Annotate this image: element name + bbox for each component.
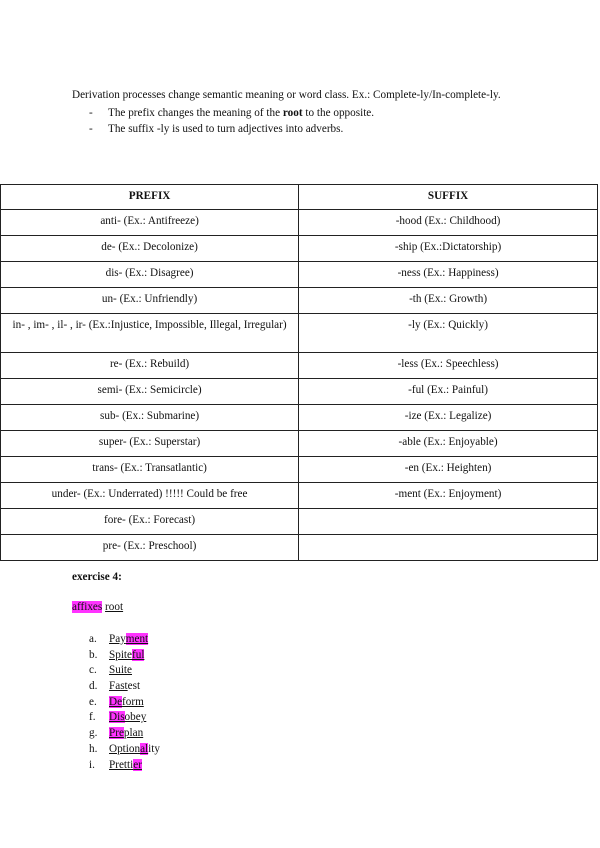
suffix-cell <box>299 509 598 535</box>
suffix-cell: -th (Ex.: Growth) <box>299 288 598 314</box>
suffix-cell: -ment (Ex.: Enjoyment) <box>299 483 598 509</box>
root-part: Pay <box>109 633 126 645</box>
suffix-cell: -ful (Ex.: Painful) <box>299 379 598 405</box>
bullet-item <box>72 122 526 138</box>
list-item <box>72 632 160 648</box>
suffix-cell: -ize (Ex.: Legalize) <box>299 405 598 431</box>
prefix-cell: super- (Ex.: Superstar) <box>1 431 299 457</box>
prefix-cell: anti- (Ex.: Antifreeze) <box>1 210 299 236</box>
root-part: Fast <box>109 680 128 693</box>
exercise-word <box>109 649 144 661</box>
exercise-word <box>109 680 140 692</box>
prefix-cell: trans- (Ex.: Transatlantic) <box>1 457 299 483</box>
exercise-word <box>109 727 143 739</box>
prefix-cell: semi- (Ex.: Semicircle) <box>1 379 299 405</box>
table-body <box>1 210 598 561</box>
bullet-dash: - <box>89 107 93 119</box>
affix-part: Dis <box>109 711 125 724</box>
root-part: Option <box>109 742 141 755</box>
table-row <box>1 431 598 457</box>
exercise-word <box>109 664 132 676</box>
root-part: Spite <box>109 648 132 661</box>
bullet-bold: root <box>282 107 303 119</box>
exercise-title: exercise 4: <box>72 571 122 583</box>
suffix-cell: -ly (Ex.: Quickly) <box>299 314 598 353</box>
table-row <box>1 210 598 236</box>
prefix-cell: in- , im- , il- , ir- (Ex.:Injustice, Impossible, Illegal, Irregular) <box>1 314 299 353</box>
table-row <box>1 483 598 509</box>
intro-section <box>72 88 526 137</box>
list-letter: a. <box>89 633 97 645</box>
list-item <box>72 710 160 726</box>
bullet-item <box>72 106 526 122</box>
table-row <box>1 353 598 379</box>
exercise-word <box>109 711 146 723</box>
list-item <box>72 758 160 774</box>
list-item <box>72 695 160 711</box>
list-item <box>72 648 160 664</box>
affix-part: ful <box>132 648 145 661</box>
list-letter: h. <box>89 742 98 755</box>
table-row <box>1 288 598 314</box>
root-part: obey <box>124 711 147 724</box>
list-letter: e. <box>89 695 97 708</box>
header-suffix: SUFFIX <box>299 185 598 210</box>
table-row <box>1 314 598 353</box>
root-part: Pretti <box>109 758 134 771</box>
suffix-cell: -ness (Ex.: Happiness) <box>299 262 598 288</box>
suffix-cell: -ship (Ex.:Dictatorship) <box>299 236 598 262</box>
prefix-cell: de- (Ex.: Decolonize) <box>1 236 299 262</box>
list-item <box>72 742 160 758</box>
list-letter: f. <box>89 711 96 724</box>
legend-affixes: affixes <box>72 601 103 613</box>
suffix-cell: -hood (Ex.: Childhood) <box>299 210 598 236</box>
affix-part: al <box>140 742 149 755</box>
list-item <box>72 726 160 742</box>
affix-part: De <box>109 695 123 708</box>
exercise-word <box>109 696 144 708</box>
table-row <box>1 379 598 405</box>
suffix-cell: -less (Ex.: Speechless) <box>299 353 598 379</box>
affix-part: er <box>133 758 142 771</box>
list-letter: d. <box>89 680 98 693</box>
root-part: ity <box>148 742 160 755</box>
intro-paragraph: Derivation processes change semantic meaning or word class. Ex.: Complete-ly/In-complete-ly. <box>72 89 501 101</box>
prefix-cell: un- (Ex.: Unfriendly) <box>1 288 299 314</box>
affix-part: Pre <box>109 727 124 740</box>
legend <box>72 600 123 614</box>
exercise-section <box>72 570 122 584</box>
bullet-text-after: to the opposite. <box>302 107 375 119</box>
prefix-cell: dis- (Ex.: Disagree) <box>1 262 299 288</box>
list-letter: i. <box>89 758 95 771</box>
affix-part: ment <box>125 633 149 645</box>
exercise-word <box>109 633 148 645</box>
table-row <box>1 262 598 288</box>
table-row <box>1 535 598 561</box>
table-row <box>1 405 598 431</box>
table-row <box>1 236 598 262</box>
prefix-cell: sub- (Ex.: Submarine) <box>1 405 299 431</box>
prefix-cell: re- (Ex.: Rebuild) <box>1 353 299 379</box>
table-row <box>1 457 598 483</box>
exercise-word <box>109 759 142 771</box>
list-item <box>72 679 160 695</box>
prefix-cell: under- (Ex.: Underrated) !!!!! Could be free <box>1 483 299 509</box>
bullet-dash: - <box>89 122 93 135</box>
root-part: est <box>127 680 141 693</box>
list-letter: g. <box>89 727 98 740</box>
list-item <box>72 663 160 679</box>
affix-table <box>0 184 598 561</box>
list-letter: c. <box>89 664 97 677</box>
header-prefix: PREFIX <box>1 185 299 210</box>
root-part: form <box>122 695 144 708</box>
prefix-cell: pre- (Ex.: Preschool) <box>1 535 299 561</box>
exercise-word <box>109 743 160 755</box>
root-part: Suite <box>109 664 132 677</box>
suffix-cell: -en (Ex.: Heighten) <box>299 457 598 483</box>
root-part: plan <box>123 727 144 740</box>
exercise-word-list <box>72 632 160 773</box>
suffix-cell: -able (Ex.: Enjoyable) <box>299 431 598 457</box>
bullet-text: The prefix changes the meaning of the <box>108 107 283 119</box>
prefix-cell: fore- (Ex.: Forecast) <box>1 509 299 535</box>
list-letter: b. <box>89 648 98 661</box>
table-header-row <box>1 185 598 210</box>
table-row <box>1 509 598 535</box>
suffix-cell <box>299 535 598 561</box>
legend-root: root <box>105 601 124 613</box>
intro-bullets <box>72 106 526 137</box>
bullet-text: The suffix -ly is used to turn adjectives into adverbs. <box>108 122 344 135</box>
